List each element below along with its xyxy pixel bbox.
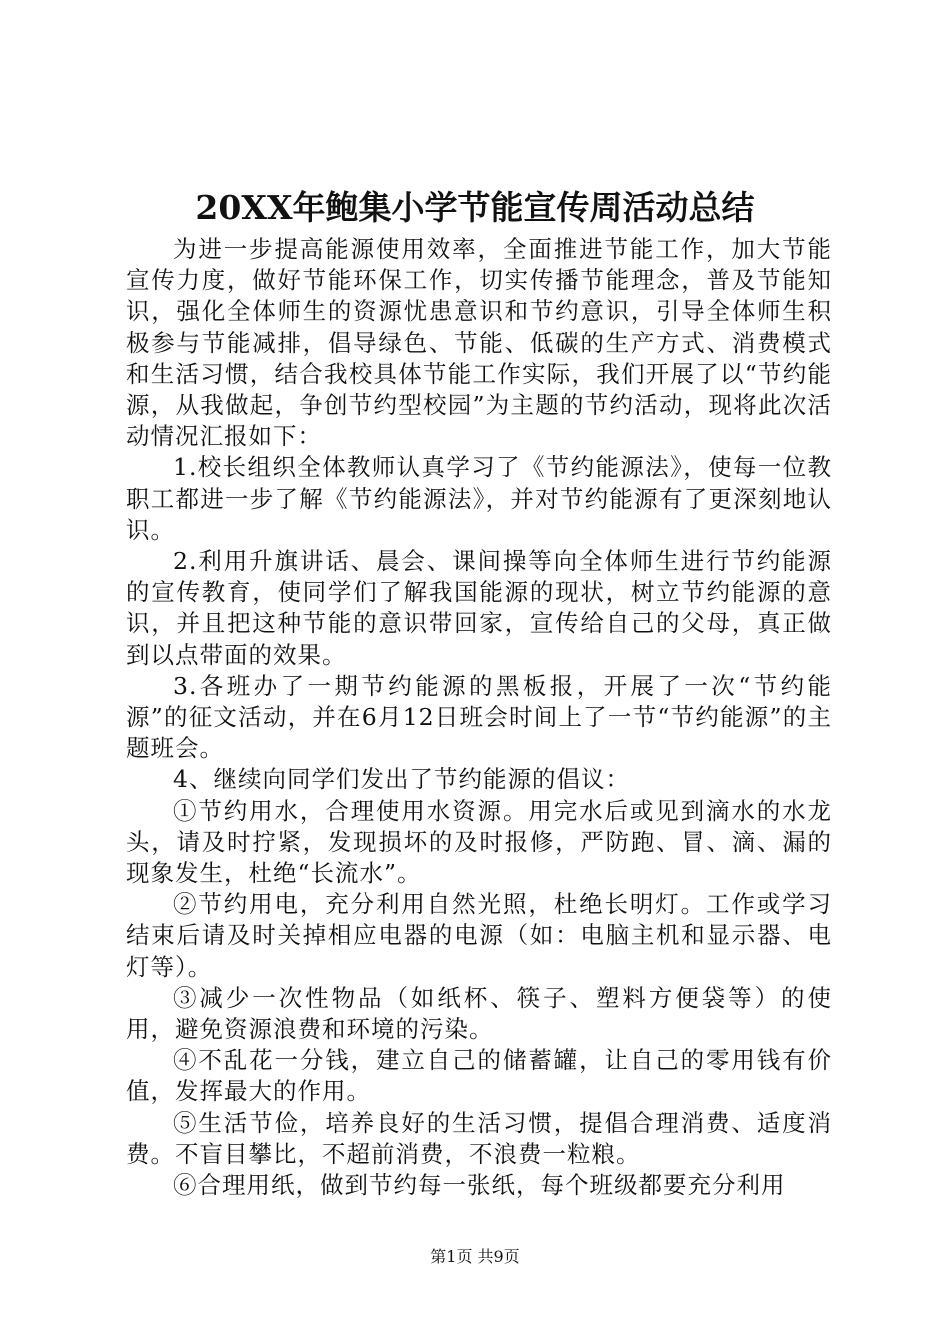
paragraph-item-2: 2.利用升旗讲话、晨会、课间操等向全体师生进行节约能源的宣传教育，使同学们了解我国能源的现状，树立节约能源的意识，并且把这种节能的意识带回家，宣传给自己的父母，真正做到以点带面的效果。 [126, 547, 832, 669]
paragraph-proposal-6: ⑥合理用纸，做到节约每一张纸，每个班级都要充分利用 [173, 1171, 786, 1200]
document-body [126, 234, 832, 1201]
paragraph-proposal-1: ①节约用水，合理使用水资源。用完水后或见到滴水的水龙头，请及时拧紧，发现损坏的及时报修，严防跑、冒、滴、漏的现象发生，杜绝“长流水”。 [126, 796, 832, 888]
paragraph-proposal-5: ⑤生活节俭，培养良好的生活习惯，提倡合理消费、适度消费。不盲目攀比，不超前消费，不浪费一粒粮。 [126, 1108, 832, 1168]
page-number-footer: 第1页 共9页 [430, 1247, 520, 1266]
paragraph-item-3: 3.各班办了一期节约能源的黑板报，开展了一次“节约能源”的征文活动，并在6月12日班会时间上了一节“节约能源”的主题班会。 [126, 671, 832, 763]
paragraph-intro: 为进一步提高能源使用效率，全面推进节能工作，加大节能宣传力度，做好节能环保工作，切实传播节能理念，普及节能知识，强化全体师生的资源忧患意识和节约意识，引导全体师生积极参与节能减排，倡导绿色、节能、低碳的生产方式、消费模式和生活习惯，结合我校具体节能工作实际，我们开展了以“节约能源，从我做起，争创节约型校园”为主题的节约活动，现将此次活动情况汇报如下： [126, 235, 832, 451]
paragraph-item-4: 4、继续向同学们发出了节约能源的倡议： [173, 765, 630, 794]
document-title: 20XX年鲍集小学节能宣传周活动总结 [195, 188, 755, 227]
paragraph-proposal-3: ③减少一次性物品（如纸杯、筷子、塑料方便袋等）的使用，避免资源浪费和环境的污染。 [126, 983, 832, 1044]
paragraph-item-1: 1.校长组织全体教师认真学习了《节约能源法》，使每一位教职工都进一步了解《节约能源法》，并对节约能源有了更深刻地认识。 [126, 453, 832, 544]
paragraph-proposal-2: ②节约用电，充分利用自然光照，杜绝长明灯。工作或学习结束后请及时关掉相应电器的电源（如：电脑主机和显示器、电灯等）。 [126, 890, 832, 981]
paragraph-proposal-4: ④不乱花一分钱，建立自己的储蓄罐，让自己的零用钱有价值，发挥最大的作用。 [126, 1046, 832, 1106]
